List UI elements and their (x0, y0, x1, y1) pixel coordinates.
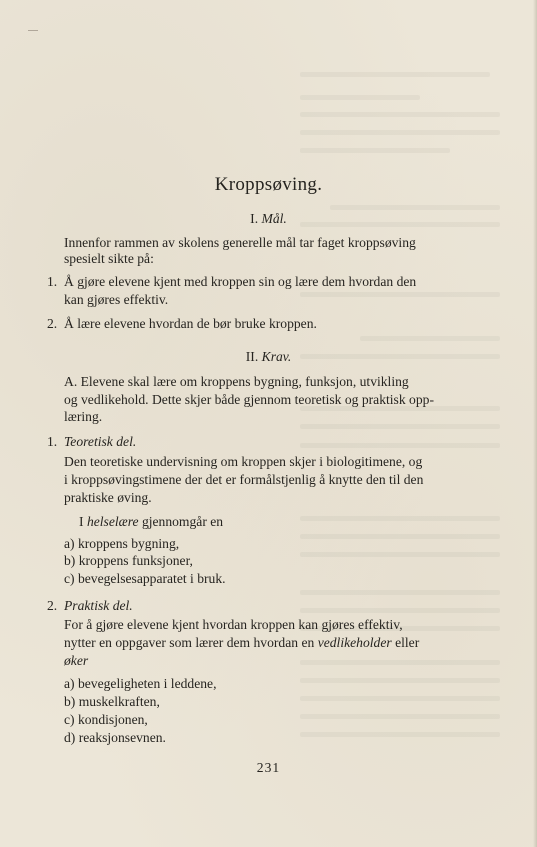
goal-item-number: 1. (47, 274, 58, 289)
practice-line2: nytter en oppgaver som lærer dem hvordan en vedlikeholder eller (64, 635, 420, 650)
page-number: 231 (256, 760, 281, 775)
practice-title: Praktisk del. (64, 598, 133, 613)
theory-line1: Den teoretiske undervisning om kroppen skjer i biologitimene, og (64, 454, 423, 469)
theory-lead: I helselære gjennomgår en (79, 514, 224, 529)
section-number: II. (245, 349, 259, 364)
goals-intro-line1: Innenfor rammen av skolens generelle mål tar faget kroppsøving (64, 235, 416, 250)
section-number: I. (250, 211, 259, 226)
theory-line2: i kroppsøvingstimene der det er formålstjenlig å knytte den til den (64, 472, 424, 487)
section-heading-goals (0, 210, 537, 228)
practice-number: 2. (47, 598, 58, 613)
theory-title: Teoretisk del. (64, 434, 137, 449)
theory-list-item: a) kroppens bygning, (64, 536, 180, 551)
theory-line3: praktiske øving. (64, 490, 152, 505)
requirements-intro-line3: læring. (64, 409, 103, 424)
section-title: Krav. (261, 349, 292, 364)
theory-list-item: c) bevegelsesapparatet i bruk. (64, 571, 226, 586)
practice-line1: For å gjøre elevene kjent hvordan kroppen kan gjøres effektiv, (64, 617, 403, 632)
practice-list-item: b) muskelkraften, (64, 694, 160, 709)
requirements-intro-line2: og vedlikehold. Dette skjer både gjennom teoretisk og praktisk opp- (64, 392, 434, 407)
page-mark (28, 30, 38, 31)
goal-item-number: 2. (47, 316, 58, 331)
section-title: Mål. (261, 211, 287, 226)
theory-list-item: b) kroppens funksjoner, (64, 553, 193, 568)
practice-line3: øker (64, 653, 89, 668)
practice-list-item: d) reaksjonsevnen. (64, 730, 166, 745)
practice-list-item: a) bevegeligheten i leddene, (64, 676, 217, 691)
requirements-intro-line1: A. Elevene skal lære om kroppens bygning, funksjon, utvikling (64, 374, 409, 389)
goal-item-1-line1: Å gjøre elevene kjent med kroppen sin og lære dem hvordan den (64, 274, 417, 289)
page-title: Kroppsøving. (214, 174, 323, 195)
goal-item-2-line1: Å lære elevene hvordan de bør bruke kroppen. (64, 316, 317, 331)
goals-intro-line2: spesielt sikte på: (64, 251, 154, 266)
goal-item-1-line2: kan gjøres effektiv. (64, 292, 169, 307)
page-edge (533, 0, 537, 847)
practice-list-item: c) kondisjonen, (64, 712, 148, 727)
section-heading-requirements (0, 348, 537, 366)
theory-number: 1. (47, 434, 58, 449)
